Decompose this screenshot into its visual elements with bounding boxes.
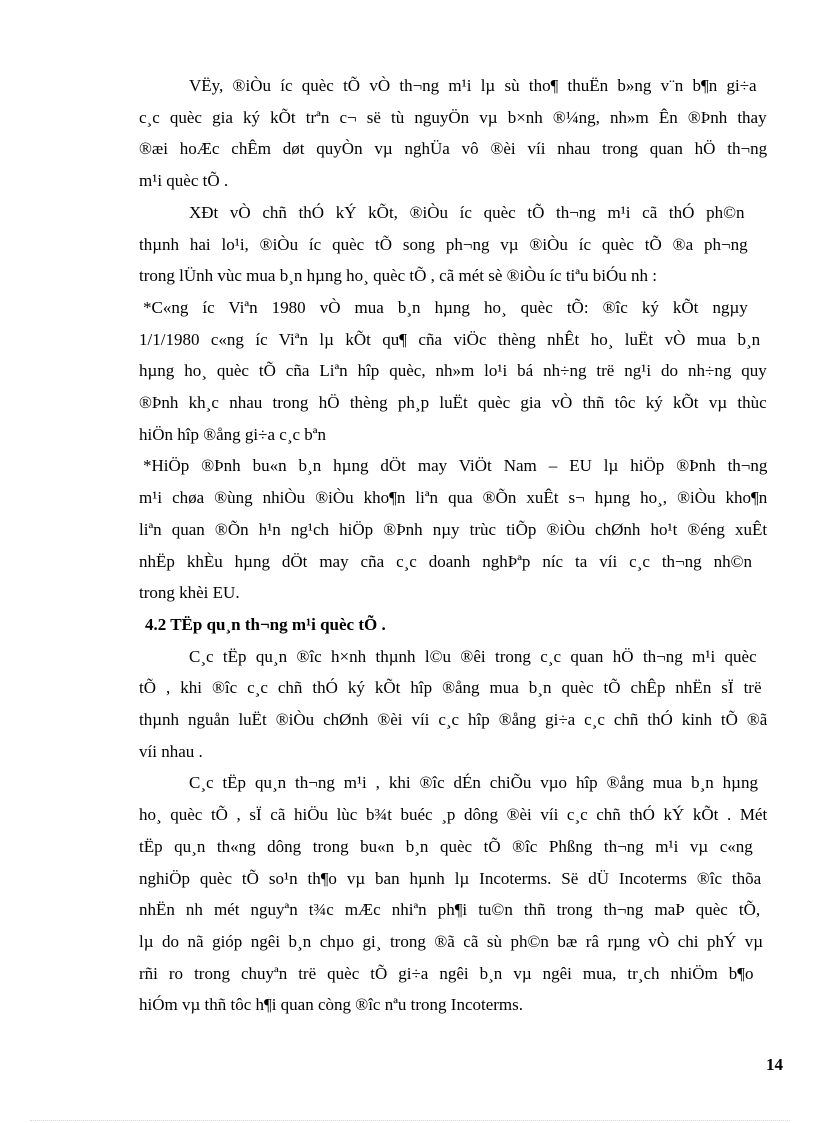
- text-line: hiÓm vµ thñ tôc h¶i quan còng ®îc nªu trong Incoterms.: [139, 995, 524, 1015]
- text-line: hiÖn hîp ®ång gi÷a c¸c bªn: [139, 424, 326, 444]
- text-line: C¸c tËp qu¸n ®îc h×nh thµnh l©u ®êi trong c¸c quan hÖ th¬ng m¹i quèc: [189, 646, 757, 666]
- paragraph-incoterms: [139, 767, 767, 1021]
- paragraph-classification: [139, 197, 767, 292]
- text-line: thµnh hai lo¹i, ®iÒu íc quèc tÕ song ph¬ng vµ ®iÒu íc quèc tÕ ®a ph¬ng: [139, 234, 748, 254]
- text-line: rñi ro trong chuyªn trë quèc tÕ gi÷a ngêi b¸n vµ ngêi mua, tr¸ch nhiÖm b¶o: [139, 963, 754, 983]
- text-line: liªn quan ®Õn h¹n ng¹ch hiÖp ®Þnh nµy trùc tiÕp ®iÒu chØnh ho¹t ®éng xuÊt: [139, 519, 768, 539]
- paragraph-textile-agreement: [139, 450, 767, 609]
- text-line: tËp qu¸n th«ng dông trong bu«n b¸n quèc tÕ ®îc Phßng th¬ng m¹i vµ c«ng: [139, 836, 753, 856]
- text-line: c¸c quèc gia ký kÕt trªn c¬ së tù nguyÖn vµ b×nh ®¼ng, nh»m Ên ®Þnh thay: [139, 107, 767, 127]
- paragraph-vienna-convention: [139, 292, 767, 451]
- section-heading: 4.2 TËp qu¸n th¬ng m¹i quèc tÕ .: [145, 614, 386, 634]
- paragraph-customs-intro: [139, 641, 767, 768]
- text-line: hµng ho¸ quèc tÕ cña Liªn hîp quèc, nh»m lo¹i bá nh÷ng trë ng¹i do nh÷ng quy: [139, 361, 767, 381]
- text-line: *C«ng íc Viªn 1980 vÒ mua b¸n hµng ho¸ quèc tÕ: ®îc ký kÕt ngµy: [143, 297, 748, 317]
- document-body: [139, 70, 767, 1021]
- text-line: ®æi hoÆc chÊm døt quyÒn vµ nghÜa vô ®èi víi nhau trong quan hÖ th¬ng: [139, 139, 768, 159]
- text-line: thµnh nguån luËt ®iÒu chØnh ®èi víi c¸c hîp ®ång gi÷a c¸c chñ thÓ kinh tÕ ®ã: [139, 710, 768, 730]
- text-line: víi nhau .: [139, 741, 203, 761]
- text-line: nghiÖp quèc tÕ so¹n th¶o vµ ban hµnh lµ Incoterms. Së dÜ Incoterms ®îc thõa: [139, 868, 762, 888]
- text-line: VËy, ®iÒu íc quèc tÕ vÒ th¬ng m¹i lµ sù tho¶ thuËn b»ng v¨n b¶n gi÷a: [189, 76, 757, 95]
- text-line: tÕ , khi ®îc c¸c chñ thÓ ký kÕt hîp ®ång mua b¸n quèc tÕ chÊp nhËn sÏ trë: [139, 678, 762, 698]
- text-line: m¹i chøa ®ùng nhiÒu ®iÒu kho¶n liªn qua ®Õn xuÊt s¬ hµng ho¸, ®iÒu kho¶n: [139, 488, 768, 508]
- text-line: XÐt vÒ chñ thÓ kÝ kÕt, ®iÒu íc quèc tÕ th¬ng m¹i cã thÓ ph©n: [189, 202, 745, 222]
- footer-divider: [30, 1120, 790, 1121]
- text-line: ®Þnh kh¸c nhau trong hÖ thèng ph¸p luËt quèc gia vÒ thñ tôc ký kÕt vµ thùc: [139, 393, 767, 413]
- text-line: trong khèi EU.: [139, 583, 240, 603]
- page-number: 14: [766, 1055, 783, 1074]
- text-line: m¹i quèc tÕ .: [139, 171, 229, 191]
- paragraph-definition: [139, 70, 767, 197]
- text-line: 1/1/1980 c«ng íc Viªn lµ kÕt qu¶ cña viÖc thèng nhÊt ho¸ luËt vÒ mua b¸n: [139, 329, 761, 349]
- text-line: C¸c tËp qu¸n th¬ng m¹i , khi ®îc dÉn chiÕu vµo hîp ®ång mua b¸n hµng: [189, 773, 758, 793]
- text-line: *HiÖp ®Þnh bu«n b¸n hµng dÖt may ViÖt Nam – EU lµ hiÖp ®Þnh th¬ng: [143, 456, 768, 476]
- text-line: lµ do nã gióp ngêi b¸n chµo gi¸ trong ®ã cã sù ph©n bæ râ rµng vÒ chi phÝ vµ: [139, 931, 764, 951]
- text-line: ho¸ quèc tÕ , sÏ cã hiÖu lùc b¾t buéc ¸p dông ®èi víi c¸c chñ thÓ kÝ kÕt . Mét: [139, 805, 768, 825]
- text-line: nhËn nh mét nguyªn t¾c mÆc nhiªn ph¶i tu©n thñ trong th¬ng maÞ quèc tÕ,: [139, 900, 761, 920]
- text-line: trong lÜnh vùc mua b¸n hµng ho¸ quèc tÕ , cã mét sè ®iÒu íc tiªu biÓu nh :: [139, 266, 657, 286]
- text-line: nhËp khÈu hµng dÖt may cña c¸c doanh nghÞªp níc ta víi c¸c th¬ng nh©n: [139, 551, 752, 571]
